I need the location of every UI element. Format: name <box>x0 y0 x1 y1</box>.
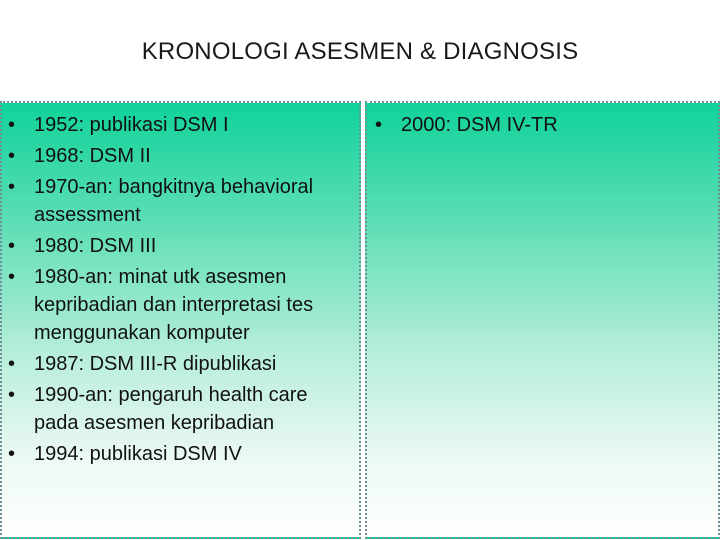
list-item <box>8 263 349 347</box>
list-item-text: 1952: publikasi DSM I <box>34 114 229 136</box>
bullet-icon: • <box>8 266 16 288</box>
list-item <box>8 350 349 378</box>
list-item-text: 2000: DSM IV-TR <box>401 114 558 136</box>
list-item-text: 1994: publikasi DSM IV <box>34 443 242 465</box>
list-item <box>8 173 349 229</box>
list-item <box>8 232 349 260</box>
list-item-text: 1980: DSM III <box>34 235 157 257</box>
bullet-icon: • <box>8 176 16 198</box>
bullet-icon: • <box>375 114 383 136</box>
slide-title: KRONOLOGI ASESMEN & DIAGNOSIS <box>141 38 579 65</box>
list-item-text: 1980-an: minat utk asesmen kepribadian dan interpretasi tes menggunakan komputer <box>34 266 314 344</box>
bullet-icon: • <box>8 353 16 375</box>
left-content-panel <box>0 101 361 539</box>
list-item-text: 1990-an: pengaruh health care pada asesmen kepribadian <box>34 384 308 434</box>
list-item <box>8 381 349 437</box>
right-content-panel <box>365 101 720 539</box>
list-item <box>8 142 349 170</box>
bullet-icon: • <box>8 114 16 136</box>
list-item-text: 1968: DSM II <box>34 145 151 167</box>
bullet-icon: • <box>8 235 16 257</box>
left-bullet-list <box>8 111 349 471</box>
bullet-icon: • <box>8 384 16 406</box>
list-item <box>8 440 349 468</box>
list-item-text: 1970-an: bangkitnya behavioral assessment <box>34 176 314 226</box>
bullet-icon: • <box>8 145 16 167</box>
list-item-text: 1987: DSM III-R dipublikasi <box>34 353 277 375</box>
list-item <box>375 111 712 139</box>
right-bullet-list <box>375 111 712 142</box>
bullet-icon: • <box>8 443 16 465</box>
list-item <box>8 111 349 139</box>
